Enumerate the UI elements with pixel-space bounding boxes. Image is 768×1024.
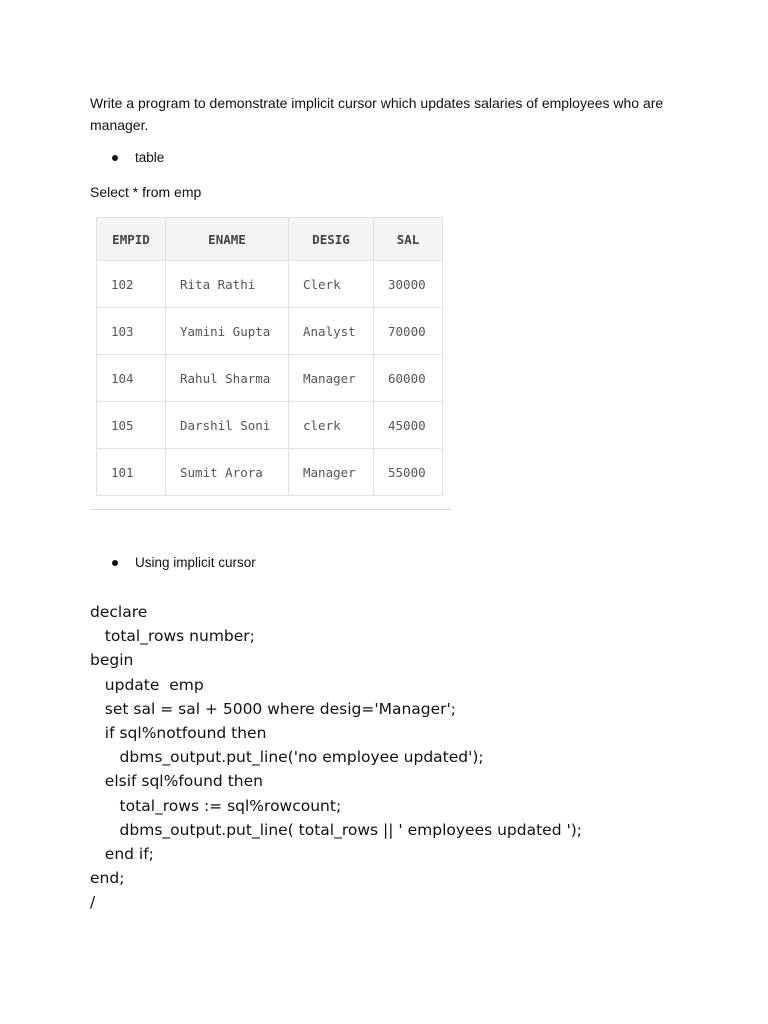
column-header: DESIG: [289, 218, 374, 261]
table-cell: 103: [97, 308, 166, 355]
bullet-label: table: [135, 150, 165, 165]
table-cell: Rahul Sharma: [166, 355, 289, 402]
emp-table-wrapper: [96, 217, 443, 496]
code-line: dbms_output.put_line('no employee updated');: [90, 748, 484, 767]
emp-table: [96, 217, 443, 496]
code-line: dbms_output.put_line( total_rows || ' employees updated ');: [90, 820, 583, 839]
table-cell: 101: [97, 449, 166, 496]
bullet-dot-icon: [112, 155, 118, 161]
code-line: total_rows number;: [90, 627, 255, 646]
code-line: if sql%notfound then: [90, 724, 267, 743]
intro-paragraph: Write a program to demonstrate implicit cursor which updates salaries of employees who are manager.: [90, 95, 664, 133]
table-cell: Manager: [289, 449, 374, 496]
table-cell: 105: [97, 402, 166, 449]
table-row: [97, 355, 443, 402]
code-line: /: [90, 893, 96, 912]
table-cell: clerk: [289, 402, 374, 449]
code-line: declare: [90, 603, 148, 621]
bullet-dot-icon: [112, 560, 118, 566]
code-line: elsif sql%found then: [90, 772, 263, 791]
table-cell: 102: [97, 261, 166, 308]
table-row: [97, 402, 443, 449]
code-line: end;: [90, 869, 125, 888]
table-cell: Yamini Gupta: [166, 308, 289, 355]
code-line: end if;: [90, 845, 154, 864]
table-cell: Darshil Soni: [166, 402, 289, 449]
table-row: [97, 449, 443, 496]
column-header: ENAME: [166, 218, 289, 261]
code-line: set sal = sal + 5000 where desig='Manager';: [90, 699, 457, 718]
bullet-item-implicit-cursor: [112, 555, 256, 570]
table-cell: Manager: [289, 355, 374, 402]
table-row: [97, 261, 443, 308]
table-cell: Clerk: [289, 261, 374, 308]
column-header: SAL: [374, 218, 443, 261]
code-line: update emp: [90, 675, 204, 694]
table-cell: Rita Rathi: [166, 261, 289, 308]
table-cell: Analyst: [289, 308, 374, 355]
column-header: EMPID: [97, 218, 166, 261]
code-line: total_rows := sql%rowcount;: [90, 796, 342, 815]
table-row: [97, 308, 443, 355]
table-cell: 70000: [374, 308, 443, 355]
select-statement: Select * from emp: [90, 184, 202, 200]
code-line: begin: [90, 651, 134, 670]
table-header-row: [97, 218, 443, 261]
table-cell: 45000: [374, 402, 443, 449]
bullet-item-table: [112, 150, 164, 165]
table-cell: Sumit Arora: [166, 449, 289, 496]
table-cell: 104: [97, 355, 166, 402]
bullet-label: Using implicit cursor: [135, 555, 256, 570]
table-cell: 30000: [374, 261, 443, 308]
plsql-code-block: [90, 600, 582, 915]
table-cell: 55000: [374, 449, 443, 496]
table-cell: 60000: [374, 355, 443, 402]
horizontal-divider: [90, 509, 451, 510]
